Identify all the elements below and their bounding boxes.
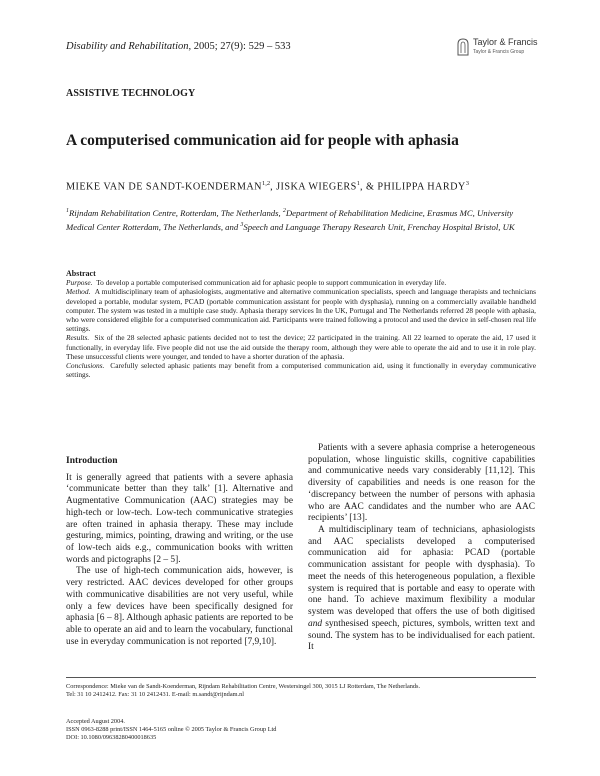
body-left-column: [66, 456, 293, 649]
issn-line: ISSN 0963-8288 print/ISSN 1464-5165 online © 2005 Taylor & Francis Group Ltd: [66, 726, 277, 733]
abstract-purpose-label: Purpose.: [66, 278, 93, 288]
body-right-column: [308, 443, 535, 654]
correspondence-footnote: [66, 683, 536, 699]
correspondence-contact: Tel: 31 10 2412412. Fax: 31 10 2412431. E-mail: m.sandt@rijndam.nl: [66, 691, 244, 698]
author-separator: ,: [270, 181, 277, 193]
body-paragraph: It is generally agreed that patients with a severe aphasia ‘communicate better than they talk’ [1]. Alternative and Augmentative Communication (AAC) strategies may be high-tech or low-tech. Low-tech communicative strategies are often trained in aphasia therapy. These may include gesturing, mimics, pointing, drawing and writing, or the use of low-tech aids e.g., communication books with written words and pictographs [2 – 5].: [66, 472, 293, 565]
author-name: JISKA WIEGERS: [276, 181, 357, 193]
journal-citation: [66, 41, 291, 52]
body-emphasis: and: [308, 618, 323, 629]
publication-info: [66, 718, 536, 742]
taylor-francis-emblem-icon: [456, 37, 470, 57]
author-name: MIEKE VAN DE SANDT-KOENDERMAN: [66, 181, 262, 193]
section-label: ASSISTIVE TECHNOLOGY: [66, 88, 196, 99]
abstract-heading: Abstract: [66, 269, 96, 278]
affiliation-3: Speech and Language Therapy Research Unit, Frenchay Hospital Bristol, UK: [243, 222, 515, 233]
doi-line: DOI: 10.1080/09638280400018635: [66, 734, 157, 741]
abstract-results-text: Six of the 28 selected aphasic patients decided not to test the device; 22 participated in the training. All 22 learned to operate the aid, 17 used it functionally, in everyday life. Five people did not use the aid outside the therapy room, although they were able to operate the aid and to use it in role play. These unsuccessful clients were younger, and tended to have a shorter duration of the aphasia.: [66, 333, 537, 361]
abstract-conclusions-text: Carefully selected aphasic patients may benefit from a computerised communication aid, using it functionally in everyday communicative settings.: [66, 361, 536, 380]
publisher-logo: [456, 36, 546, 68]
journal-name: Disability and Rehabilitation,: [66, 41, 192, 52]
article-title: A computerised communication aid for people with aphasia: [66, 132, 459, 149]
abstract-method-text: A multidisciplinary team of aphasiologists, augmentative and alternative communication specialists, speech and language therapists and technicians developed a portable, modular system, PCAD (portable communication assistant for people with dysphasia), running on a commercially available handheld computer. The system was tested in a multiple case study. Aphasia therapy services In the UK, Portugal and The Netherlands referred 28 people with aphasia, who were considered eligible for a computerised communication aid. Participants were trained following a protocol and used the device in self-chosen real life settings.: [66, 287, 536, 334]
body-text: A multidisciplinary team of technicians, aphasiologists and AAC specialists developed a computerised communication aid for aphasia: PCAD (portable communication assistant for people with dysphasia). To meet the needs of this heterogeneous population, a flexible system is required that is portable and easy to operate with one hand. To achieve maximum flexibility a modular system was developed that offers the use of both digitised: [308, 525, 535, 618]
body-paragraph: [308, 525, 535, 654]
author-separator: , &: [360, 181, 378, 193]
abstract-method: [66, 287, 536, 333]
author-affiliation-marker: 1: [356, 180, 361, 187]
affiliation-marker: 3: [240, 222, 244, 229]
abstract-conclusions: [66, 361, 536, 379]
issue-pages: 2005; 27(9): 529 – 533: [193, 41, 291, 52]
author-affiliation-marker: 1,2: [261, 180, 271, 187]
abstract-results: [66, 333, 536, 361]
abstract-method-label: Method.: [66, 287, 91, 297]
affiliations: [66, 205, 536, 234]
correspondence-address: Correspondence: Mieke van de Sandt-Koenderman, Rijndam Rehabilitation Centre, Westersingel 300, 3015 LJ Rotterdam, The Netherlands.: [66, 683, 421, 690]
introduction-heading: Introduction: [66, 456, 118, 466]
abstract: [66, 269, 536, 379]
affiliation-marker: 1: [66, 208, 69, 214]
author-list: [66, 180, 469, 192]
body-paragraph: Patients with a severe aphasia comprise a heterogeneous population, whose linguistic skills, cognitive capabilities and communicative needs vary considerably [11,12]. This diversity of capabilities and needs is one reason for the ‘discrepancy between the number of persons with aphasia who are AAC candidates and the number who are AAC recipients’ [13].: [308, 443, 535, 524]
affiliation-2: Department of Rehabilitation Medicine, Erasmus MC, University Medical Center Rotterdam, The Netherlands, and: [66, 207, 514, 233]
abstract-purpose-text: To develop a portable computerised communication aid for aphasic people to support communication in everyday life.: [96, 278, 447, 288]
body-paragraph: The use of high-tech communication aids, however, is very restricted. AAC devices developed for other groups with communicative disabilities are not very useful, while only a few devices have been specifically designed for aphasia [6 – 8]. Although aphasic patients are reported to be able to operate an aid and to learn the vocabulary, functional use in everyday communication is not reported [7,9,10].: [66, 566, 293, 647]
publisher-brand: Taylor & Francis: [473, 37, 538, 47]
author-affiliation-marker: 3: [465, 180, 469, 187]
abstract-conclusions-label: Conclusions.: [66, 361, 105, 371]
accepted-date: Accepted August 2004.: [66, 718, 125, 725]
body-text: synthesised speech, pictures, symbols, written text and sound. The system has to be individualised for each patient. It: [308, 618, 535, 653]
publisher-group: Taylor & Francis Group: [473, 49, 525, 55]
abstract-results-label: Results.: [66, 333, 90, 343]
affiliation-1: Rijndam Rehabilitation Centre, Rotterdam, The Netherlands,: [69, 207, 281, 218]
affiliation-marker: 2: [282, 208, 286, 214]
abstract-purpose: [66, 278, 536, 287]
footnote-divider: [66, 677, 536, 678]
author-name: PHILIPPA HARDY: [377, 181, 466, 193]
